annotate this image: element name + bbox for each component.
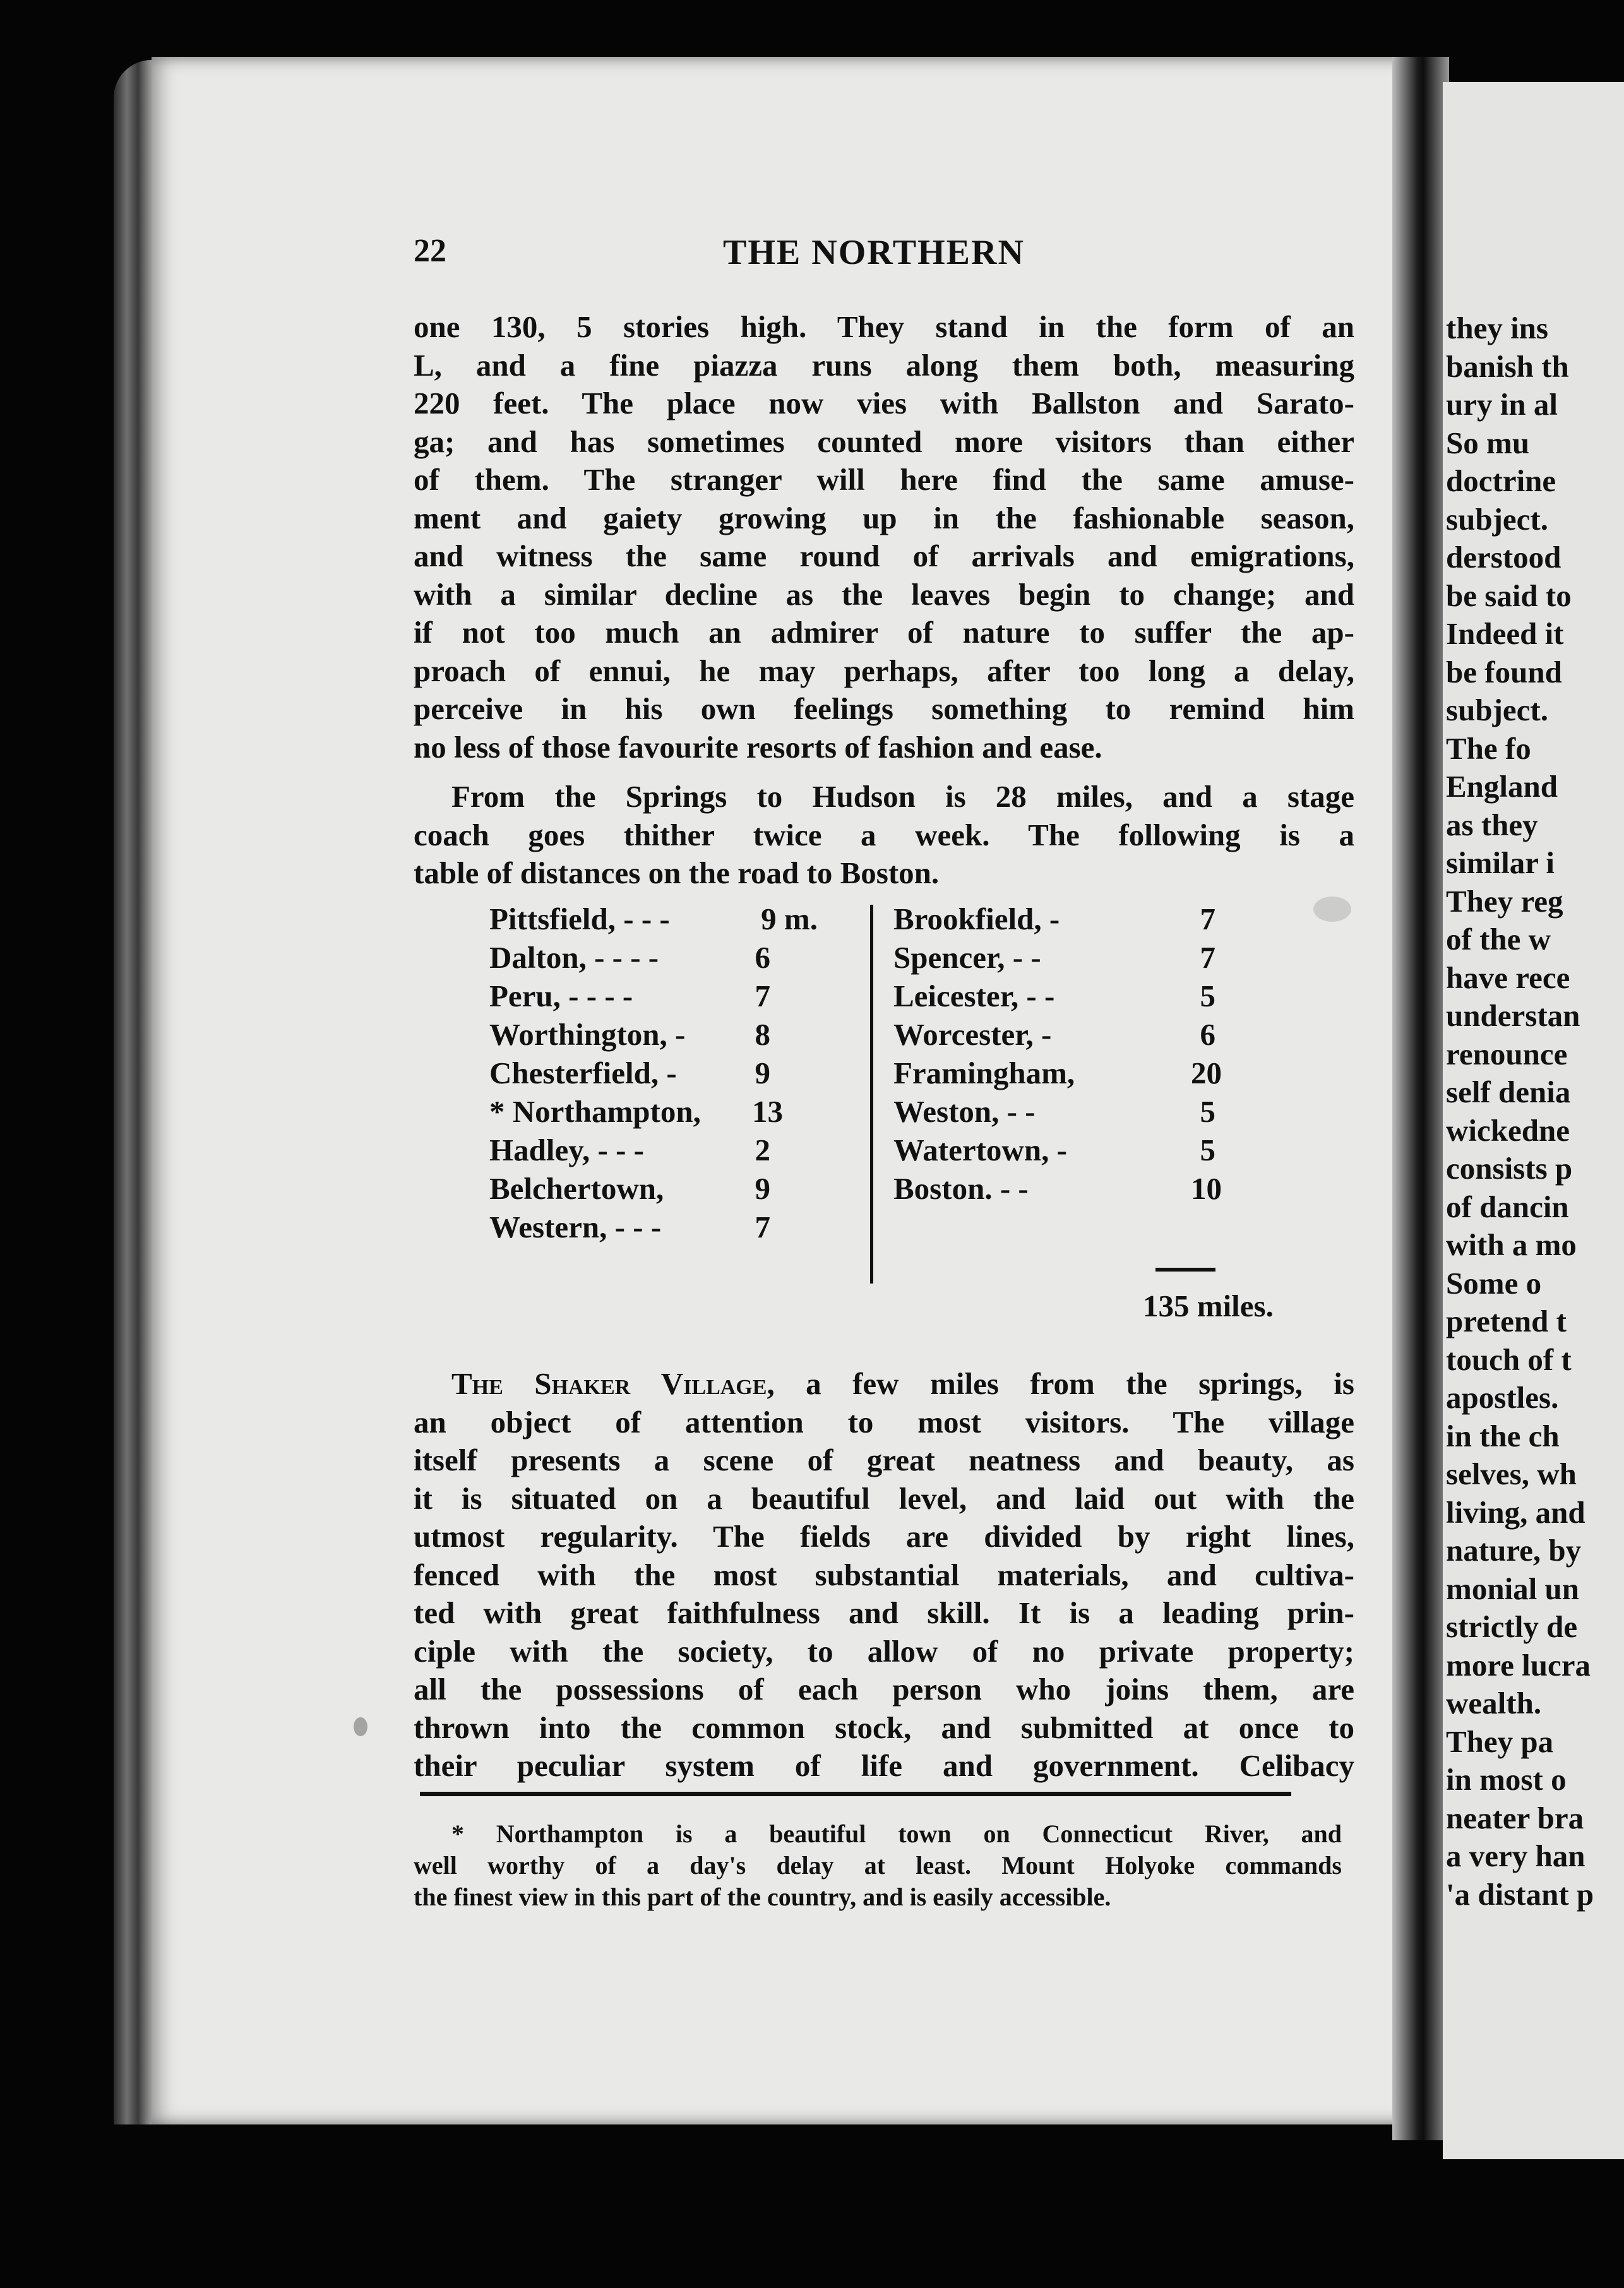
facing-page-line: consists p [1446, 1151, 1573, 1186]
facing-page-line: The fo [1446, 730, 1531, 766]
facing-page-line: have rece [1446, 960, 1570, 995]
text-line: and witness the same round of arrivals and emigrations, [414, 539, 1354, 573]
book-gutter [1392, 57, 1449, 2140]
facing-page-line: a very han [1446, 1838, 1585, 1873]
facing-page-line: understan [1446, 998, 1580, 1033]
distance-miles: 7 [755, 1210, 770, 1244]
text-line [414, 1365, 1354, 1403]
text-line: one 130, 5 stories high. They stand in the form of an [414, 309, 1354, 344]
footnote [414, 1818, 1342, 1913]
facing-page-line: banish th [1446, 349, 1569, 384]
facing-page-line: ury in al [1446, 387, 1558, 422]
table-row [893, 1055, 1222, 1093]
place-name: Boston. - - [893, 1171, 1029, 1206]
text-fragment: , a few miles from the springs, is [767, 1366, 1354, 1401]
distance-miles: 10 [1191, 1171, 1222, 1206]
paragraph-1 [414, 308, 1354, 766]
footnote-rule [420, 1792, 1291, 1796]
facing-page-line: in most o [1446, 1762, 1567, 1797]
paragraph-2 [414, 778, 1354, 893]
text-line: utmost regularity. The fields are divided by right lines, [414, 1519, 1354, 1554]
table-row [893, 978, 1222, 1016]
facing-page-line: They pa [1446, 1724, 1554, 1759]
text-line: an object of attention to most visitors. The village [414, 1404, 1354, 1439]
facing-page-line: wickedne [1446, 1112, 1570, 1148]
place-name: Chesterfield, - [489, 1056, 677, 1090]
facing-page-line: with a mo [1446, 1227, 1577, 1262]
text-line: From the Springs to Hudson is 28 miles, and a stage [451, 779, 1354, 814]
place-name: Framingham, [893, 1056, 1075, 1090]
facing-page-line: be said to [1446, 578, 1572, 613]
table-row [489, 1209, 818, 1248]
facing-page-line: self denia [1446, 1075, 1571, 1109]
distance-miles: 7 [755, 979, 770, 1013]
text-line: ment and gaiety growing up in the fashionable season, [414, 500, 1354, 535]
distance-miles: 9 m. [761, 902, 818, 936]
place-name: Worthington, - [489, 1017, 686, 1052]
facing-page-line: as they [1446, 807, 1538, 842]
place-name: Dalton, - - - - [489, 940, 659, 975]
text-line: with a similar decline as the leaves begin to change; and [414, 576, 1354, 612]
text-line: ted with great faithfulness and skill. It is a leading prin- [414, 1595, 1354, 1630]
total-rule [1155, 1268, 1215, 1272]
facing-page-line: neater bra [1446, 1800, 1584, 1835]
facing-page-line: wealth. [1446, 1686, 1542, 1720]
page-header [414, 232, 1358, 283]
facing-page-text [1446, 309, 1624, 1914]
text-line: L, and a fine piazza runs along them both, measuring [414, 347, 1354, 383]
place-name: Brookfield, - [893, 902, 1060, 936]
facing-page-line: in the ch [1446, 1418, 1560, 1453]
table-row [893, 1171, 1222, 1209]
footnote-line: * Northampton is a beautiful town on Connecticut River, and [451, 1820, 1342, 1848]
facing-page-line: subject. [1446, 693, 1548, 727]
table-row [489, 978, 818, 1016]
distance-miles: 7 [1200, 940, 1215, 975]
place-name: Weston, - - [893, 1094, 1036, 1129]
facing-page-line: of dancin [1446, 1189, 1569, 1224]
facing-page-line: they ins [1446, 311, 1549, 345]
text-line: ga; and has sometimes counted more visitors than either [414, 424, 1354, 459]
table-row [893, 939, 1222, 978]
facing-page-line: selves, wh [1446, 1457, 1577, 1491]
place-name: Peru, - - - - [489, 979, 633, 1013]
page-speck [1313, 897, 1351, 922]
text-line: thrown into the common stock, and submitted at once to [414, 1710, 1354, 1745]
facing-page-line: living, and [1446, 1494, 1585, 1530]
text-line: itself presents a scene of great neatness and beauty, as [414, 1443, 1354, 1477]
text-line: no less of those favourite resorts of fashion and ease. [414, 729, 1102, 765]
footnote-line: the finest view in this part of the country, and is easily accessible. [414, 1883, 1111, 1911]
distance-miles: 5 [1200, 1094, 1215, 1129]
page-number: 22 [414, 233, 446, 269]
total-distance: 135 miles. [1143, 1289, 1274, 1323]
distance-table-right-column [893, 901, 1222, 1209]
place-name: Western, - - - [489, 1210, 662, 1244]
distance-miles: 2 [755, 1133, 770, 1167]
distance-miles: 8 [755, 1017, 770, 1052]
footnote-line: well worthy of a day's delay at least. Mount Holyoke commands [414, 1851, 1342, 1880]
facing-page-line: doctrine [1446, 463, 1556, 498]
place-name: Hadley, - - - [489, 1133, 644, 1167]
table-column-divider [870, 905, 873, 1284]
distance-miles: 7 [1200, 902, 1215, 936]
table-row [489, 1055, 818, 1093]
place-name: Spencer, - - [893, 940, 1041, 975]
running-title: THE NORTHERN [723, 233, 1025, 272]
text-line: proach of ennui, he may perhaps, after too long a delay, [414, 653, 1354, 688]
distance-miles: 6 [1200, 1017, 1215, 1052]
text-line: coach goes thither twice a week. The following is a [414, 817, 1354, 852]
facing-page-line: nature, by [1446, 1533, 1582, 1568]
table-row [893, 1132, 1222, 1171]
facing-page-line: They reg [1446, 883, 1563, 919]
facing-page-line: 'a distant p [1446, 1876, 1594, 1912]
text-line: ciple with the society, to allow of no private property; [414, 1633, 1354, 1669]
distance-miles: 20 [1191, 1056, 1222, 1090]
facing-page-line: similar i [1446, 845, 1555, 880]
distance-miles: 9 [755, 1171, 770, 1206]
facing-page-line: touch of t [1446, 1342, 1572, 1377]
facing-page-line: Indeed it [1446, 616, 1564, 651]
table-row [893, 1016, 1222, 1055]
facing-page-line: So mu [1446, 425, 1530, 460]
facing-page-line: more lucra [1446, 1647, 1591, 1683]
table-row [489, 901, 818, 939]
distance-miles: 5 [1200, 1133, 1215, 1167]
facing-page-line: strictly de [1446, 1609, 1578, 1644]
shaker-village-lead: The Shaker Village [451, 1366, 767, 1401]
table-row [893, 1093, 1222, 1132]
facing-page-line: monial un [1446, 1571, 1580, 1606]
text-line: fenced with the most substantial materials, and cultiva- [414, 1557, 1354, 1592]
table-row [489, 1093, 818, 1132]
place-name: Pittsfield, - - - [489, 902, 670, 936]
facing-page-line: England [1446, 769, 1558, 804]
distance-table-left-column [489, 901, 818, 1248]
place-name: Worcester, - [893, 1017, 1052, 1052]
table-row [893, 901, 1222, 939]
table-row [489, 1132, 818, 1171]
distance-miles: 6 [755, 940, 770, 975]
text-line: it is situated on a beautiful level, and laid out with the [414, 1481, 1354, 1516]
text-line: perceive in his own feelings something to remind him [414, 691, 1354, 726]
facing-page-line: renounce [1446, 1036, 1568, 1071]
text-line: table of distances on the road to Boston. [414, 855, 940, 890]
text-line: of them. The stranger will here find the same amuse- [414, 462, 1354, 497]
text-line: all the possessions of each person who joins them, are [414, 1672, 1354, 1707]
place-name: * Northampton, [489, 1094, 701, 1129]
paragraph-3 [414, 1365, 1354, 1785]
facing-page-line: derstood [1446, 540, 1561, 575]
text-line: 220 feet. The place now vies with Ballston and Sarato- [414, 386, 1354, 420]
distance-miles: 9 [755, 1056, 770, 1090]
page-speck [354, 1717, 367, 1736]
facing-page-line: Some o [1446, 1265, 1542, 1301]
table-row [489, 1016, 818, 1055]
facing-page-line: of the w [1446, 922, 1551, 956]
facing-page-line: pretend t [1446, 1304, 1567, 1338]
place-name: Watertown, - [893, 1133, 1067, 1167]
distance-miles: 5 [1200, 979, 1215, 1013]
facing-page-line: be found [1446, 654, 1562, 689]
place-name: Belchertown, [489, 1171, 664, 1206]
text-line: their peculiar system of life and government. Celibacy [414, 1748, 1354, 1783]
facing-page-line: subject. [1446, 501, 1548, 537]
place-name: Leicester, - - [893, 979, 1055, 1013]
distance-miles: 13 [752, 1094, 783, 1129]
facing-page-line: apostles. [1446, 1380, 1559, 1415]
table-row [489, 1171, 818, 1209]
text-line: if not too much an admirer of nature to suffer the ap- [414, 615, 1354, 650]
table-row [489, 939, 818, 978]
